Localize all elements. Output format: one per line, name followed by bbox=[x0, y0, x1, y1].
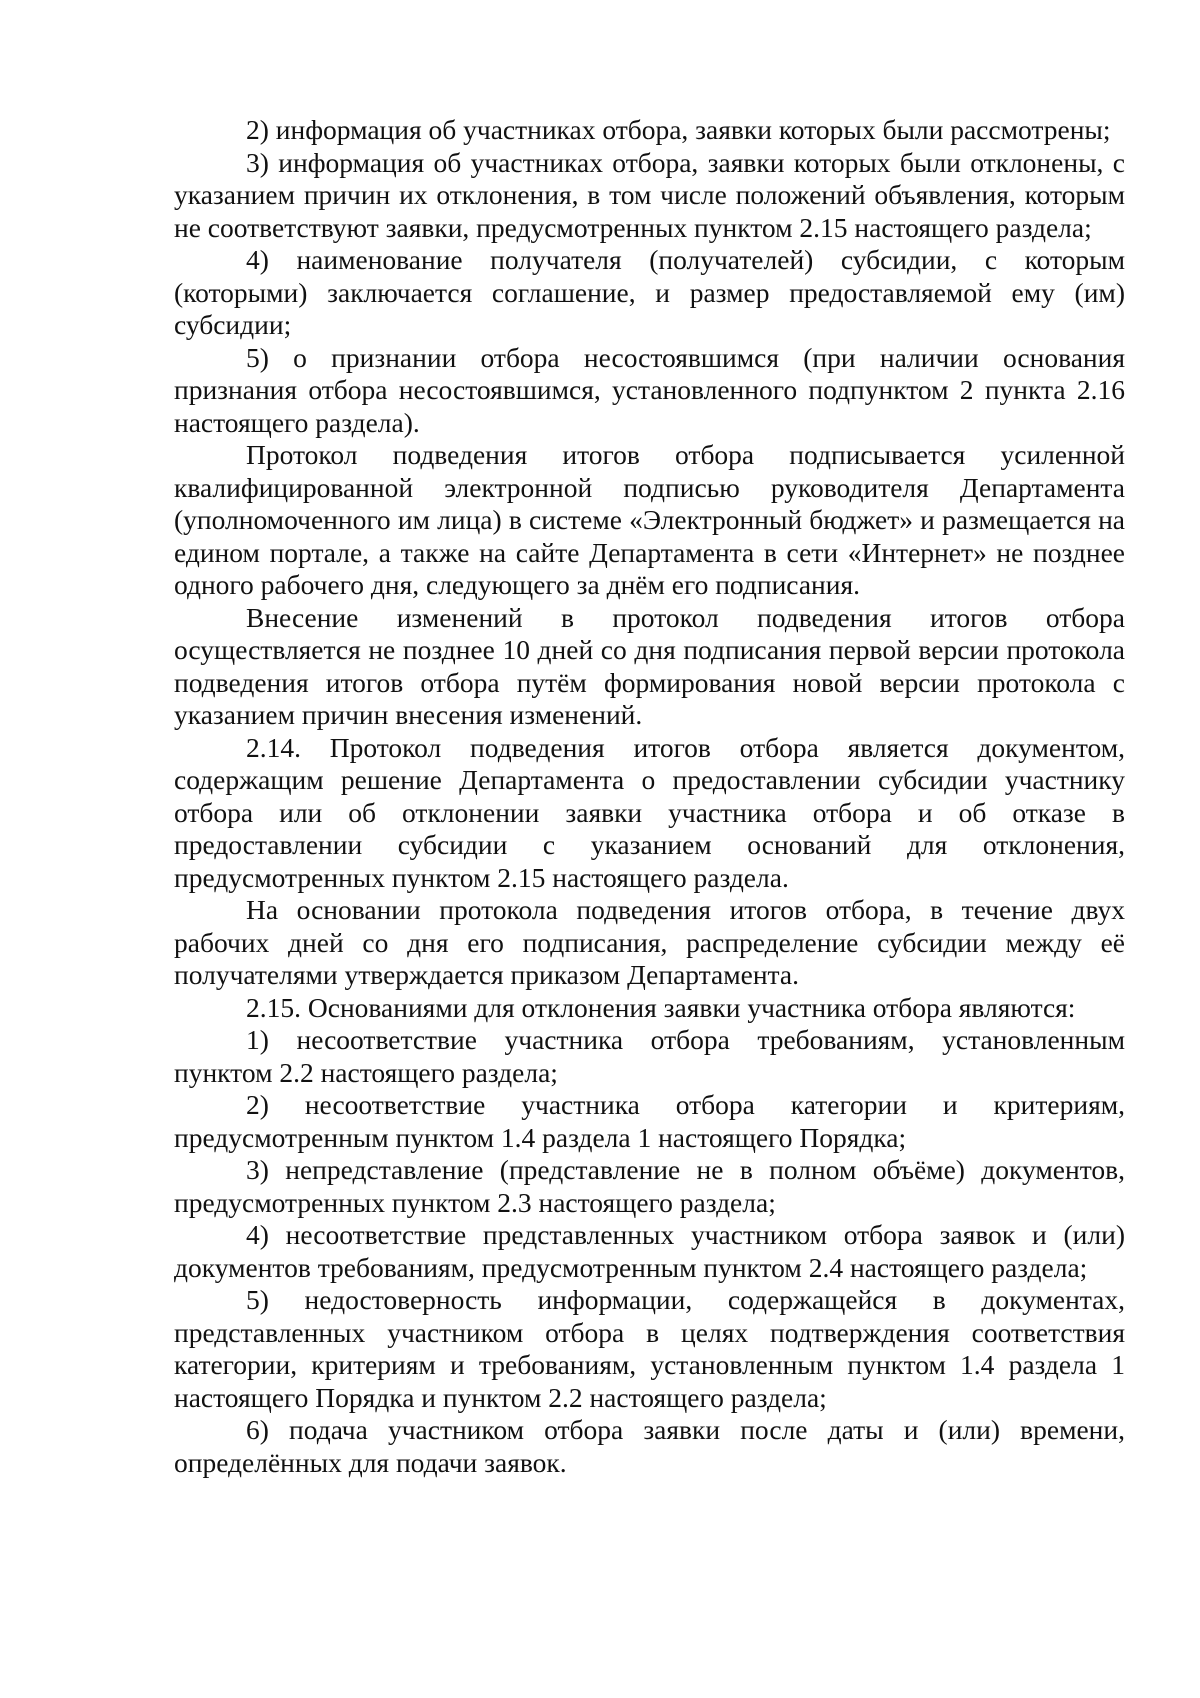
paragraph-protocol-changes: Внесение изменений в протокол подведения итогов отбора осуществляется не позднее 10 дней со дня подписания первой версии протокола подведения итогов отбора путём формирования новой версии протокола с указанием причин внесения изменений. bbox=[174, 601, 1125, 730]
paragraph-ground-4: 4) несоответствие представленных участником отбора заявок и (или) документов требованиям, предусмотренным пунктом 2.4 настоящего раздела; bbox=[174, 1219, 1125, 1283]
paragraph-subsidy-distribution: На основании протокола подведения итогов отбора, в течение двух рабочих дней со дня его подписания, распределение субсидии между её получателями утверждается приказом Департамента. bbox=[174, 894, 1125, 990]
paragraph-ground-1: 1) несоответствие участника отбора требованиям, установленным пунктом 2.2 настоящего раздела; bbox=[174, 1024, 1125, 1088]
paragraph-section-2-15: 2.15. Основаниями для отклонения заявки участника отбора являются: bbox=[246, 991, 1076, 1023]
paragraph-ground-6: 6) подача участником отбора заявки после даты и (или) времени, определённых для подачи заявок. bbox=[174, 1414, 1125, 1478]
paragraph-protocol-signing: Протокол подведения итогов отбора подписывается усиленной квалифицированной электронной подписью руководителя Департамента (уполномоченного им лица) в системе «Электронный бюджет» и размещается на едином портале, а также на сайте Департамента в сети «Интернет» не позднее одного рабочего дня, следующего за днём его подписания. bbox=[174, 439, 1125, 600]
document-body bbox=[174, 114, 1125, 1479]
paragraph-item-3-rejected: 3) информация об участниках отбора, заявки которых были отклонены, с указанием причин их отклонения, в том числе положений объявления, которым не соответствуют заявки, предусмотренных пунктом 2.15 настоящего раздела; bbox=[174, 146, 1125, 243]
paragraph-ground-2: 2) несоответствие участника отбора категории и критериям, предусмотренным пунктом 1.4 раздела 1 настоящего Порядка; bbox=[174, 1089, 1125, 1153]
paragraph-ground-5: 5) недостоверность информации, содержащейся в документах, представленных участником отбора в целях подтверждения соответствия категории, критериям и требованиям, установленным пунктом 1.4 раздела 1 настоящего Порядка и пунктом 2.2 настоящего раздела; bbox=[174, 1284, 1125, 1413]
paragraph-ground-3: 3) непредставление (представление не в полном объёме) документов, предусмотренных пунктом 2.3 настоящего раздела; bbox=[174, 1154, 1125, 1218]
paragraph-item-2-reviewed: 2) информация об участниках отбора, заявки которых были рассмотрены; bbox=[246, 114, 1111, 145]
paragraph-item-5-failed-selection: 5) о признании отбора несостоявшимся (при наличии основания признания отбора несостоявшимся, установленного подпунктом 2 пункта 2.16 настоящего раздела). bbox=[174, 341, 1125, 438]
paragraph-item-4-recipient: 4) наименование получателя (получателей) субсидии, с которым (которыми) заключается соглашение, и размер предоставляемой ему (им) субсидии; bbox=[174, 244, 1125, 340]
paragraph-section-2-14: 2.14. Протокол подведения итогов отбора является документом, содержащим решение Департамента о предоставлении субсидии участнику отбора или об отклонении заявки участника отбора и об отказе в предоставлении субсидии с указанием оснований для отклонения, предусмотренных пунктом 2.15 настоящего раздела. bbox=[174, 731, 1125, 893]
